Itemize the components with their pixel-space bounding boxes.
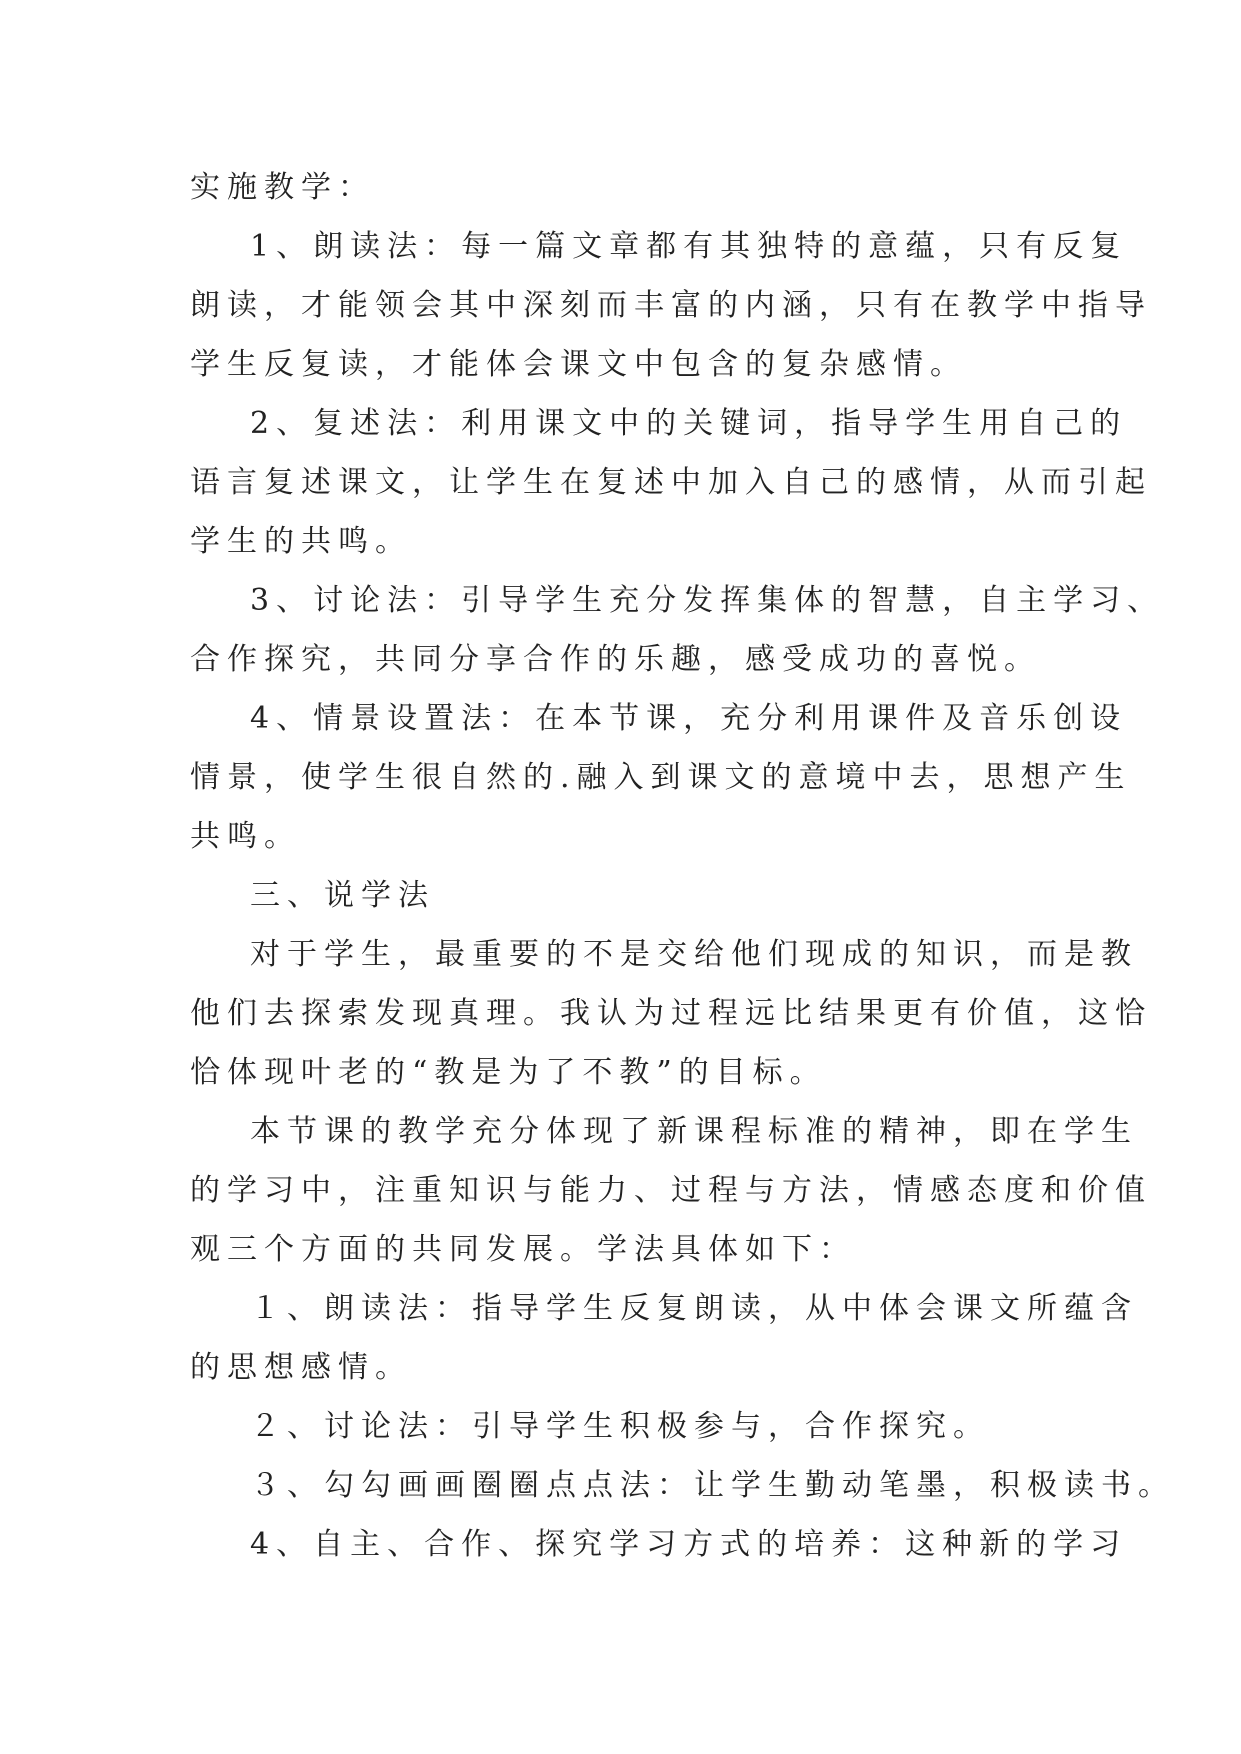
text-line: 4、自主、合作、探究学习方式的培养：这种新的学习 (250, 1527, 1128, 1562)
text-line: 学生的共鸣。 (190, 524, 412, 559)
text-line: 合作探究，共同分享合作的乐趣，感受成功的喜悦。 (190, 642, 1041, 677)
text-line: 学生反复读，才能体会课文中包含的复杂感情。 (190, 347, 967, 382)
text-line: 对于学生，最重要的不是交给他们现成的知识，而是教 (250, 937, 1138, 972)
text-line: 的思想感情。 (190, 1350, 412, 1385)
text-line: ２、讨论法：引导学生积极参与，合作探究。 (250, 1409, 990, 1444)
text-line: １、朗读法：指导学生反复朗读，从中体会课文所蕴含 (250, 1291, 1138, 1326)
text-line: 本节课的教学充分体现了新课程标准的精神，即在学生 (250, 1114, 1138, 1149)
text-line: 恰体现叶老的“教是为了不教”的目标。 (190, 1055, 827, 1090)
text-line: 语言复述课文，让学生在复述中加入自己的感情，从而引起 (190, 465, 1152, 500)
text-line: 共鸣。 (190, 819, 301, 854)
text-line: 3、讨论法：引导学生充分发挥集体的智慧，自主学习、 (250, 583, 1165, 618)
text-line: 2、复述法：利用课文中的关键词，指导学生用自己的 (250, 406, 1128, 441)
section-heading: 三、说学法 (250, 878, 435, 913)
text-line: 实施教学： (190, 170, 375, 205)
text-line: 朗读，才能领会其中深刻而丰富的内涵，只有在教学中指导 (190, 288, 1152, 323)
text-line: 观三个方面的共同发展。学法具体如下： (190, 1232, 856, 1267)
text-line: ３、勾勾画画圈圈点点法：让学生勤动笔墨，积极读书。 (250, 1468, 1175, 1503)
text-line: 的学习中，注重知识与能力、过程与方法，情感态度和价值 (190, 1173, 1152, 1208)
text-line: 1、朗读法：每一篇文章都有其独特的意蕴，只有反复 (250, 229, 1128, 264)
text-line: 情景，使学生很自然的.融入到课文的意境中去，思想产生 (190, 760, 1132, 795)
text-line: 4、情景设置法：在本节课，充分利用课件及音乐创设 (250, 701, 1128, 736)
document-body (190, 158, 1175, 1574)
text-line: 他们去探索发现真理。我认为过程远比结果更有价值，这恰 (190, 996, 1152, 1031)
